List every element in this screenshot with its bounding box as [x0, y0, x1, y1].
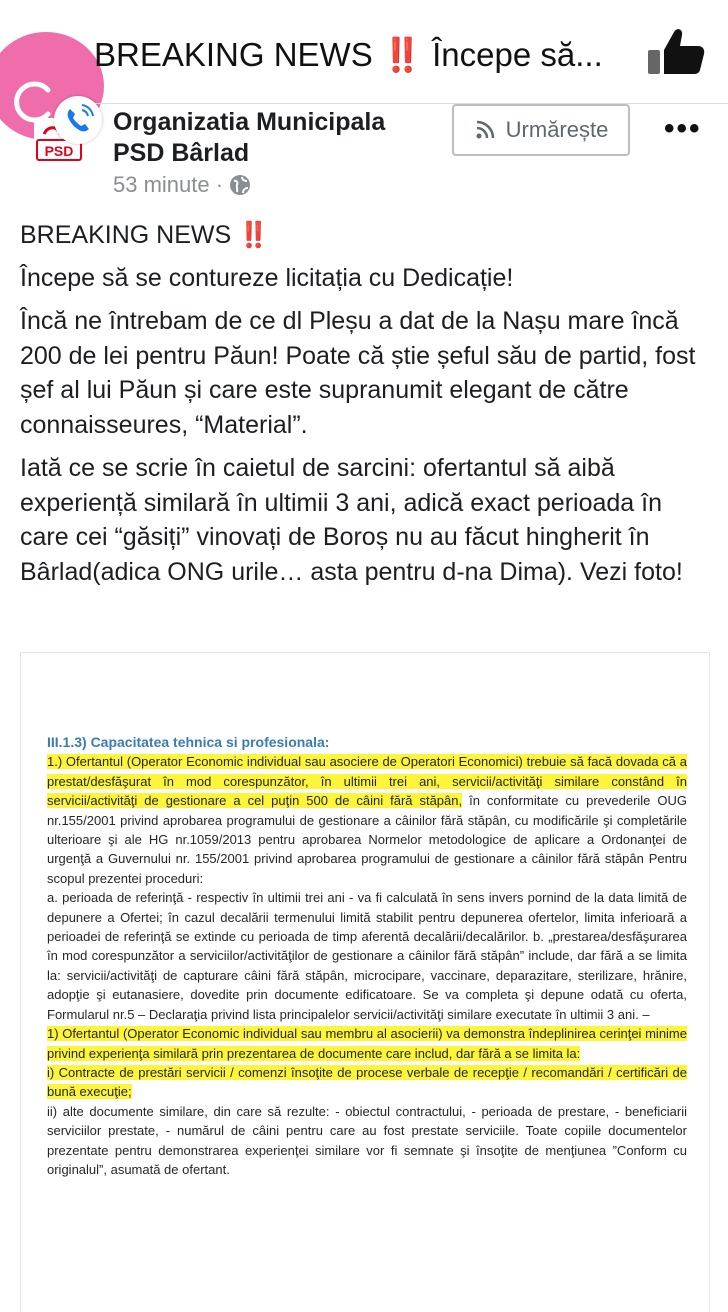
phone-icon — [54, 96, 102, 144]
follow-label: Urmărește — [505, 117, 609, 142]
page-title: BREAKING NEWS ‼️ Începe să... — [94, 36, 603, 73]
document-paragraph — [47, 1063, 687, 1102]
highlighted-text: 1.) Ofertantul (Operator Economic individual sau asociere de Operatori Economici) trebuie să facă dovada că a prestat/desfăşurat în mod corespunzător, în ultimii trei ani, servicii/activităţi similare constând în servicii/activităţi de gestionare a cel puţin 500 de câini fără stăpân, — [47, 754, 687, 809]
post-photo[interactable] — [20, 652, 710, 1312]
rss-icon — [474, 119, 496, 141]
follow-button[interactable] — [452, 104, 630, 156]
document-paragraph — [47, 1024, 687, 1063]
post-paragraph: Încă ne întrebam de ce dl Pleșu a dat de la Nașu mare încă 200 de lei pentru Păun! Poate că știe șeful său de partid, fost șef al lui Păun și care este supranumit elegant de către connaisseures, “Material”. — [20, 307, 696, 439]
psd-logo-text: PSD — [44, 143, 74, 159]
page-name[interactable]: Organizatia Municipala PSD Bârlad — [113, 108, 386, 167]
phone-badge[interactable] — [54, 96, 102, 144]
document-paragraph: ii) alte documente similare, din care să rezulte: - obiectul contractului, - perioada de prestare, - beneficiarii serviciilor prestate, - numărul de câini pentru care au fost prestate serviciile. Toate copiile documentelor prezentate pentru demonstrarea experienţei similare vor fi semnate şi însoţite de menţiunea ”Conform cu originalul”, asumată de ofertant. — [47, 1103, 687, 1177]
document-text: în conformitate cu prevederile OUG nr.155/2001 privind aprobarea programului de gestionare a câinilor fără stăpân, cu modificările şi completările ulterioare şi ale HG nr.1059/2013 pentru aprobarea Normelor metodologice de aplicare a Ordonanţei de urgenţă a Guvernului nr. 155/2001 privind aprobarea programului de gestionare a câinilor fără stăpân Pentru scopul prezentei proceduri: — [47, 793, 687, 886]
document-paragraph — [47, 752, 687, 888]
header-divider — [86, 103, 728, 104]
thumbs-up-icon[interactable] — [646, 26, 706, 78]
top-bar — [0, 0, 728, 104]
more-options-button[interactable]: ••• — [664, 112, 702, 145]
post-paragraph: Începe să se contureze licitația cu Dedicație! — [20, 263, 514, 292]
post-time[interactable]: 53 minute — [113, 172, 210, 197]
post-text — [20, 218, 712, 598]
post-paragraph: BREAKING NEWS ‼️ — [20, 221, 270, 249]
document-scan — [47, 733, 687, 1179]
document-paragraph: a. perioada de referinţă - respectiv în ultimii trei ani - va fi calculată în sens invers pornind de la data limită de depunere a Ofertei; în cazul decalării termenului limită stabilit pentru depunerea ofertelor, limita inferioară a perioadei de referinţă se extinde cu perioada de timp aferentă decalării/decalărilor. b. „prestarea/desfăşurarea în mod corespunzător a serviciilor/activităţilor de gestionare a câinilor fără stăpân” include, dar fără a se limita la: servicii/activităţi de capturare câini fără stăpân, microcipare, vaccinare, deparazitare, sterilizare, hrănire, adopţie şi eutanasiere, dovedite prin documente edificatoare. Se va completa şi depune odată cu oferta, Formularul nr.5 – Declaraţia privind lista principalelor servicii/activităţi similare executate în ultimii 3 ani. – — [47, 890, 687, 1022]
post-paragraph: Iată ce se scrie în caietul de sarcini: ofertantul să aibă experiență similară în ultimii 3 ani, adică exact perioada în care cei “găsiți” vinovați de Boroș nu au făcut hingherit în Bârlad(adica ONG urile… asta pentru d-na Dima). Vezi foto! — [20, 454, 683, 586]
globe-icon — [229, 174, 251, 196]
post-meta — [113, 172, 251, 198]
highlighted-text: i) Contracte de prestări servicii / comenzi însoţite de procese verbale de recepţie / recomandări / certificări de bună execuţie; — [47, 1064, 687, 1100]
highlighted-text: 1) Ofertantul (Operator Economic individual sau membru al asocierii) va demonstra îndeplinirea cerinţei minime privind experienţa similară prin prezentarea de documente care includ, dar fără a se limita la: — [47, 1026, 687, 1061]
document-heading: III.1.3) Capacitatea tehnica si profesionala: — [47, 734, 330, 750]
meta-separator: · — [209, 172, 230, 197]
